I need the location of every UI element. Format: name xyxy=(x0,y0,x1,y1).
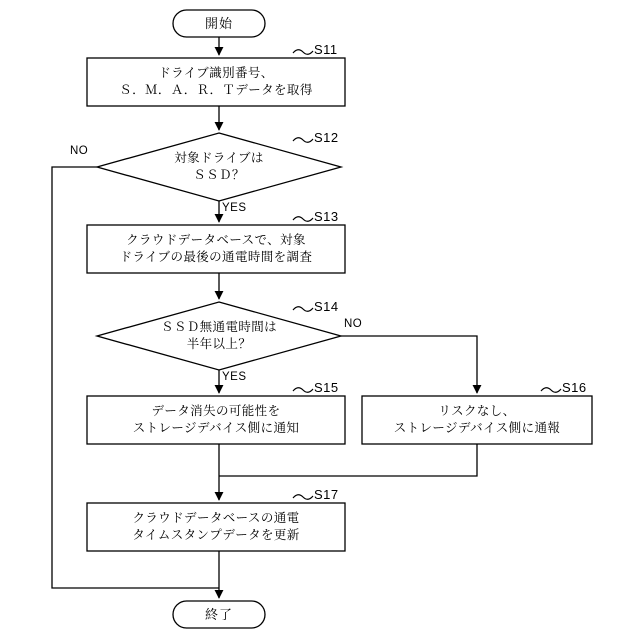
edge-s16-to-s17 xyxy=(219,444,477,476)
node-s16-shape xyxy=(362,396,592,444)
step-label-s12: S12 xyxy=(314,130,339,145)
leader-s11 xyxy=(293,50,313,55)
node-s12-line-2: ＳＳＤ？ xyxy=(193,168,245,182)
step-label-s15: S15 xyxy=(314,380,339,395)
node-s12-shape xyxy=(97,133,341,201)
step-label-s13: S13 xyxy=(314,209,339,224)
step-label-s11: S11 xyxy=(314,42,338,57)
node-s14-line-2: 半年以上？ xyxy=(186,337,252,351)
node-s16-line-2: ストレージデバイス側に通報 xyxy=(393,421,561,435)
node-s11-shape xyxy=(87,58,345,106)
node-s15-line-2: ストレージデバイス側に通知 xyxy=(132,421,300,435)
edge-label-s14-no: NO xyxy=(344,318,363,330)
node-s14-shape xyxy=(97,302,341,370)
node-end-line-1: 終了 xyxy=(204,606,233,622)
node-start-line-1: 開始 xyxy=(204,15,233,31)
leader-s15 xyxy=(293,388,313,393)
leader-s16 xyxy=(541,388,561,393)
leader-s17 xyxy=(293,495,313,500)
node-s14-line-1: ＳＳＤ無通電時間は xyxy=(160,320,278,335)
edge-label-s12-yes: YES xyxy=(222,202,247,214)
node-s17-line-2: タイムスタンプデータを更新 xyxy=(132,528,300,542)
leader-s14 xyxy=(293,307,313,312)
node-s13-line-1: クラウドデータベースで、対象 xyxy=(126,233,306,248)
edge-label-s14-yes: YES xyxy=(222,371,247,383)
node-s17-line-1: クラウドデータベースの通電 xyxy=(132,511,300,526)
step-label-s17: S17 xyxy=(314,487,339,502)
node-s15-line-1: データ消失の可能性を xyxy=(151,404,281,419)
node-end-shape xyxy=(173,601,265,628)
step-label-s14: S14 xyxy=(314,299,339,314)
node-s11-line-2: Ｓ．Ｍ．Ａ．Ｒ．Ｔデータを取得 xyxy=(119,83,313,97)
edge-label-s12-no: NO xyxy=(70,145,89,157)
node-s15-shape xyxy=(87,396,345,444)
node-start-shape xyxy=(173,10,265,37)
step-label-s16: S16 xyxy=(562,380,587,395)
node-s13-line-2: ドライブの最後の通電時間を調査 xyxy=(119,250,313,264)
node-s16-line-1: リスクなし、 xyxy=(438,404,516,419)
leader-s12 xyxy=(293,138,313,143)
edge-s14-no-to-s16 xyxy=(341,336,477,393)
node-s11-line-1: ドライブ識別番号、 xyxy=(158,66,274,81)
node-s12-line-1: 対象ドライブは xyxy=(174,151,264,166)
node-s13-shape xyxy=(87,225,345,273)
leader-s13 xyxy=(293,217,313,222)
node-s17-shape xyxy=(87,503,345,551)
